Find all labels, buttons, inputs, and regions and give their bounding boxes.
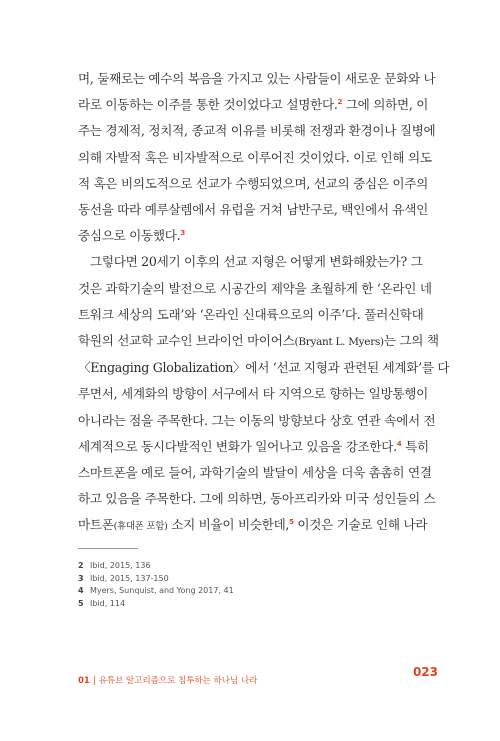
footnote-text: Myers, Sunquist, and Yong 2017, 41 [90,586,234,596]
text-segment: 마트폰 [78,517,114,533]
text-line: 의해 자발적 혹은 비자발적으로 이루어진 것이었다. 이로 인해 의도 [78,149,432,165]
text-line: 며, 둘째로는 예수의 복음을 가지고 있는 사람들이 새로운 문화와 나 [78,71,436,86]
footnote-text: Ibid, 2015, 136 [90,561,151,570]
text-line [78,92,438,118]
footnote-ref[interactable]: 2 [337,98,343,107]
text-line: 동선을 따라 예루살렘에서 유럽을 거쳐 남반구로, 백인에서 유색인 [78,202,428,218]
footnote-number: 4 [78,586,84,596]
text-line: 스마트폰을 예로 들어, 과학기술의 발달이 세상을 더욱 촘촘히 연결 [78,465,432,481]
text-segment: 소지 비율이 비슷한데, [167,517,290,533]
text-segment: 세계적으로 동시다발적인 변화가 일어나고 있음을 강조한다. [78,438,397,454]
page-footer [78,665,438,686]
text-line: 하고 있음을 주목한다. 그에 의하면, 동아프리카와 미국 성인들의 스 [78,491,436,507]
text-line: 〈Engaging Globalization〉에서 ‘선교 지형과 관련된 세계화’를 다 [78,360,450,376]
text-line [78,512,438,540]
text-segment: 학원의 선교학 교수인 브라이언 마이어스 [78,333,295,349]
footnote-number: 2 [78,561,84,570]
chapter-number: 01 [78,676,90,686]
text-segment: (Bryant L. Myers) [294,336,384,349]
text-line [78,434,438,460]
footnote-number: 5 [78,598,84,608]
text-segment: 는 그의 책 [383,333,439,349]
text-line: 주는 경제적, 정치적, 종교적 이유를 비롯해 전쟁과 환경이나 질병에 [78,123,436,139]
text-segment: 특히 [401,438,429,454]
footnote-text: Ibid, 2015, 137-150 [90,573,169,583]
text-segment: 라로 이동하는 이주를 통한 것이었다고 설명한다. [78,97,338,113]
footnote-text: Ibid, 114 [90,598,126,608]
text-line: 것은 과학기술의 발전으로 시공간의 제약을 초월하게 한 ‘온라인 네 [78,280,432,296]
footnote-ref[interactable]: 4 [396,439,402,448]
text-line [78,223,438,249]
text-line: 그렇다면 20세기 이후의 선교 지형은 어떻게 변화해왔는가? 그 [90,254,423,270]
text-line: 트워크 세상의 도래’와 ‘온라인 신대륙으로의 이주’다. 풀러신학대 [78,306,424,322]
text-segment: 그에 의하면, 이 [342,97,429,113]
footnote-item [78,560,438,573]
footnote-ref[interactable]: 3 [180,229,185,238]
footnote-item [78,598,438,611]
text-segment: 중심으로 이동했다. [78,228,181,244]
text-segment: 이것은 기술로 인해 나라 [293,517,428,533]
body-text [78,66,450,541]
footnote-number: 3 [78,573,84,583]
footer-separator: | [92,676,96,686]
page-number: 023 [412,665,438,679]
footnote-ref[interactable]: 5 [289,518,294,527]
text-line: 적 혹은 비의도적으로 선교가 수행되었으며, 선교의 중심은 이주의 [78,175,428,191]
footnote-divider [78,548,138,549]
chapter-title: 유튜브 알고리즘으로 침투하는 하나님 나라 [98,676,258,686]
footnote-item [78,573,438,586]
footnote-item [78,585,438,598]
text-segment: (휴대폰 포함) [113,521,168,533]
text-line: 아니라는 점을 주목한다. 그는 이동의 방향보다 상호 연관 속에서 전 [78,412,436,428]
text-line: 루면서, 세계화의 방향이 서구에서 타 지역으로 향하는 일방통행이 [78,386,428,402]
text-line [78,328,438,355]
footnotes [78,560,438,610]
